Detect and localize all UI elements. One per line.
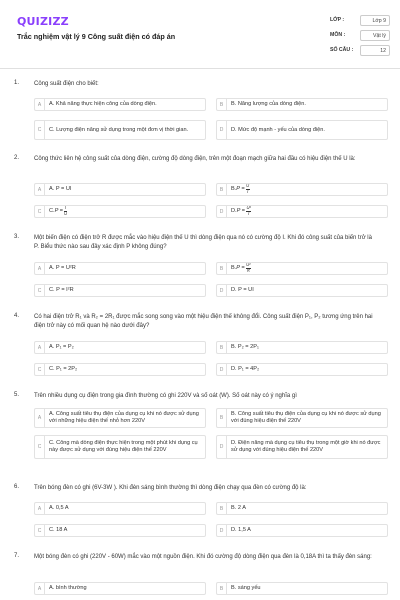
formula-lhs: P = xyxy=(236,186,245,192)
meta-count-value: 12 xyxy=(360,45,390,56)
option-prefix: D. xyxy=(231,208,237,214)
document-header xyxy=(0,0,400,70)
question-number: 1. xyxy=(14,80,20,86)
option-c[interactable] xyxy=(34,205,206,218)
option-letter: D xyxy=(217,525,227,536)
option-text: B. P₂ = 2P₁ xyxy=(231,344,259,350)
question-number: 3. xyxy=(14,234,20,240)
option-c[interactable] xyxy=(34,284,206,297)
option-letter: C xyxy=(35,436,45,458)
option-text xyxy=(231,206,385,217)
option-text: C. Lượng điện năng sử dụng trong một đơn vị thời gian. xyxy=(49,126,189,133)
question-text: Trên nhiều dụng cụ điện trong gia đình thường có ghi 220V và số oát (W). Số oát này có ý nghĩa gì xyxy=(34,393,297,399)
fraction xyxy=(246,206,251,216)
option-letter: A xyxy=(35,409,45,427)
option-b[interactable] xyxy=(216,341,388,354)
formula-lhs: P = xyxy=(236,208,245,214)
option-text: A. P = U²R xyxy=(49,265,76,271)
option-letter: B xyxy=(217,583,227,594)
option-letter: A xyxy=(35,184,45,195)
option-letter: D xyxy=(217,364,227,375)
fraction-numerator: I xyxy=(64,205,67,211)
question-number: 4. xyxy=(14,313,20,319)
option-b[interactable] xyxy=(216,262,388,275)
fraction-denominator: U xyxy=(63,211,67,216)
option-letter: A xyxy=(35,99,45,110)
option-text: B. Công suất tiêu thụ điện của dụng cụ khi nó được sử dụng với đúng hiệu điện thế 220V xyxy=(231,411,381,424)
option-letter: A xyxy=(35,583,45,594)
option-prefix: B. xyxy=(231,186,237,192)
option-letter: C xyxy=(35,121,45,139)
option-letter: D xyxy=(217,206,227,217)
option-text xyxy=(49,206,203,217)
option-d[interactable] xyxy=(216,205,388,218)
option-letter: A xyxy=(35,503,45,514)
question-text: Có hai điện trở R₁ và R₂ = 2R₁ được mắc song song vào một hiệu điện thế không đổi. Công suất điện P₁, P₂ tương ứng trên hai điện trở này có mối quan hệ nào dưới đây? xyxy=(34,314,373,329)
meta-subject xyxy=(330,30,390,42)
option-text: A. Khả năng thực hiện công của dòng điện. xyxy=(49,101,157,107)
fraction-numerator: U² xyxy=(246,262,251,268)
option-b[interactable] xyxy=(216,408,388,428)
fraction-numerator: U xyxy=(246,183,250,189)
option-text: D. P₁ = 4P₂ xyxy=(231,366,260,372)
option-text: C. P = I²R xyxy=(49,287,74,293)
option-a[interactable] xyxy=(34,341,206,354)
option-d[interactable] xyxy=(216,363,388,376)
option-d[interactable] xyxy=(216,524,388,537)
option-text: C. Công mà dòng điện thực hiện trong một phút khi dụng cụ này được sử dụng với đúng hiệu điện thế 220V xyxy=(49,440,198,453)
option-b[interactable] xyxy=(216,582,388,595)
question-text: Trên bóng đèn có ghi (6V-3W ). Khi đèn sáng bình thường thì dòng điện chạy qua đèn có cường độ là: xyxy=(34,485,307,491)
fraction xyxy=(246,184,250,194)
option-a[interactable] xyxy=(34,183,206,196)
meta-count xyxy=(330,45,390,57)
meta-subject-value: Vật lý xyxy=(360,30,390,41)
option-text: D. P = UI xyxy=(231,287,254,293)
question-number: 2. xyxy=(14,155,20,161)
question-number: 7. xyxy=(14,553,20,559)
option-letter: B xyxy=(217,263,227,274)
meta-grade-label: LỚP : xyxy=(330,17,345,23)
option-c[interactable] xyxy=(34,524,206,537)
option-text: A. P = UI xyxy=(49,186,72,192)
fraction xyxy=(64,206,67,216)
option-b[interactable] xyxy=(216,98,388,111)
formula-lhs: P = xyxy=(54,208,63,214)
fraction-denominator: R xyxy=(246,268,250,273)
option-text: D. Mức độ mạnh - yếu của dòng điện. xyxy=(231,126,325,133)
option-letter: C xyxy=(35,364,45,375)
option-text xyxy=(231,263,385,274)
fraction xyxy=(246,263,251,273)
option-letter: A xyxy=(35,342,45,353)
option-text: A. 0,5 A xyxy=(49,505,69,511)
option-letter: B xyxy=(217,184,227,195)
option-text xyxy=(231,184,385,195)
option-c[interactable] xyxy=(34,120,206,140)
option-b[interactable] xyxy=(216,502,388,515)
page-title: Trắc nghiệm vật lý 9 Công suất điện có đáp án xyxy=(17,32,176,41)
option-c[interactable] xyxy=(34,363,206,376)
option-letter: B xyxy=(217,342,227,353)
question-text: Công thức liên hệ công suất của dòng điện, cường độ dòng điện, trên một đoạn mạch giữa hai đầu có hiệu điện thế U là: xyxy=(34,156,356,162)
option-letter: D xyxy=(217,121,227,139)
option-text: D. 1,5 A xyxy=(231,527,251,533)
fraction-denominator: I xyxy=(247,189,249,194)
quizizz-logo: QUIZIZZ xyxy=(17,15,69,28)
option-d[interactable] xyxy=(216,435,388,459)
option-text: C. P₁ = 2P₂ xyxy=(49,366,78,372)
option-text: A. bình thường xyxy=(49,585,87,591)
option-b[interactable] xyxy=(216,183,388,196)
question-text: Một biến điện có điện trở R được mắc vào hiệu điện thế U thì dòng điện qua nó có cường độ I. Khi đó công suất của biến trở là P. Biểu thức nào sau đây xác định P không đúng? xyxy=(34,235,372,250)
option-a[interactable] xyxy=(34,582,206,595)
meta-count-label: SỐ CÂU : xyxy=(330,47,354,53)
option-text: C. 18 A xyxy=(49,527,68,533)
fraction-denominator: I xyxy=(248,211,250,216)
option-letter: B xyxy=(217,99,227,110)
option-d[interactable] xyxy=(216,284,388,297)
fraction-numerator: U² xyxy=(246,205,251,211)
option-letter: B xyxy=(217,503,227,514)
option-text: B. Năng lượng của dòng điện. xyxy=(231,101,306,107)
option-letter: D xyxy=(217,285,227,296)
option-text: A. P₁ = P₂ xyxy=(49,344,74,350)
option-text: D. Điện năng mà dụng cụ tiêu thụ trong một giờ khi nó được sử dụng với đúng hiệu điện thế 220V xyxy=(231,440,381,453)
option-d[interactable] xyxy=(216,120,388,140)
option-letter: C xyxy=(35,525,45,536)
option-a[interactable] xyxy=(34,408,206,428)
option-letter: D xyxy=(217,436,227,458)
option-letter: C xyxy=(35,206,45,217)
question-text: Công suất điện cho biết: xyxy=(34,81,99,87)
option-a[interactable] xyxy=(34,98,206,111)
option-letter: B xyxy=(217,409,227,427)
meta-subject-label: MÔN : xyxy=(330,32,346,38)
question-number: 5. xyxy=(14,392,20,398)
option-text: B. 2 A xyxy=(231,505,246,511)
meta-grade xyxy=(330,15,390,27)
option-a[interactable] xyxy=(34,262,206,275)
option-text: A. Công suất tiêu thụ điện của dụng cụ khi nó được sử dụng với những hiệu điện thế nhỏ hơn 220V xyxy=(49,411,199,424)
formula-lhs: P = xyxy=(236,265,245,271)
question-number: 6. xyxy=(14,484,20,490)
option-prefix: B. xyxy=(231,265,237,271)
option-letter: C xyxy=(35,285,45,296)
option-c[interactable] xyxy=(34,435,206,459)
question-text: Một bóng đèn có ghi (220V - 60W) mắc vào một nguồn điện. Khi đó cường độ dòng điện qua đèn là 0,18A thì ta thấy đèn sáng: xyxy=(34,554,372,560)
option-text: B. sáng yếu xyxy=(231,585,261,591)
option-letter: A xyxy=(35,263,45,274)
option-prefix: C. xyxy=(49,208,55,214)
option-a[interactable] xyxy=(34,502,206,515)
header-divider xyxy=(0,68,400,69)
meta-grade-value: Lớp 9 xyxy=(360,15,390,26)
